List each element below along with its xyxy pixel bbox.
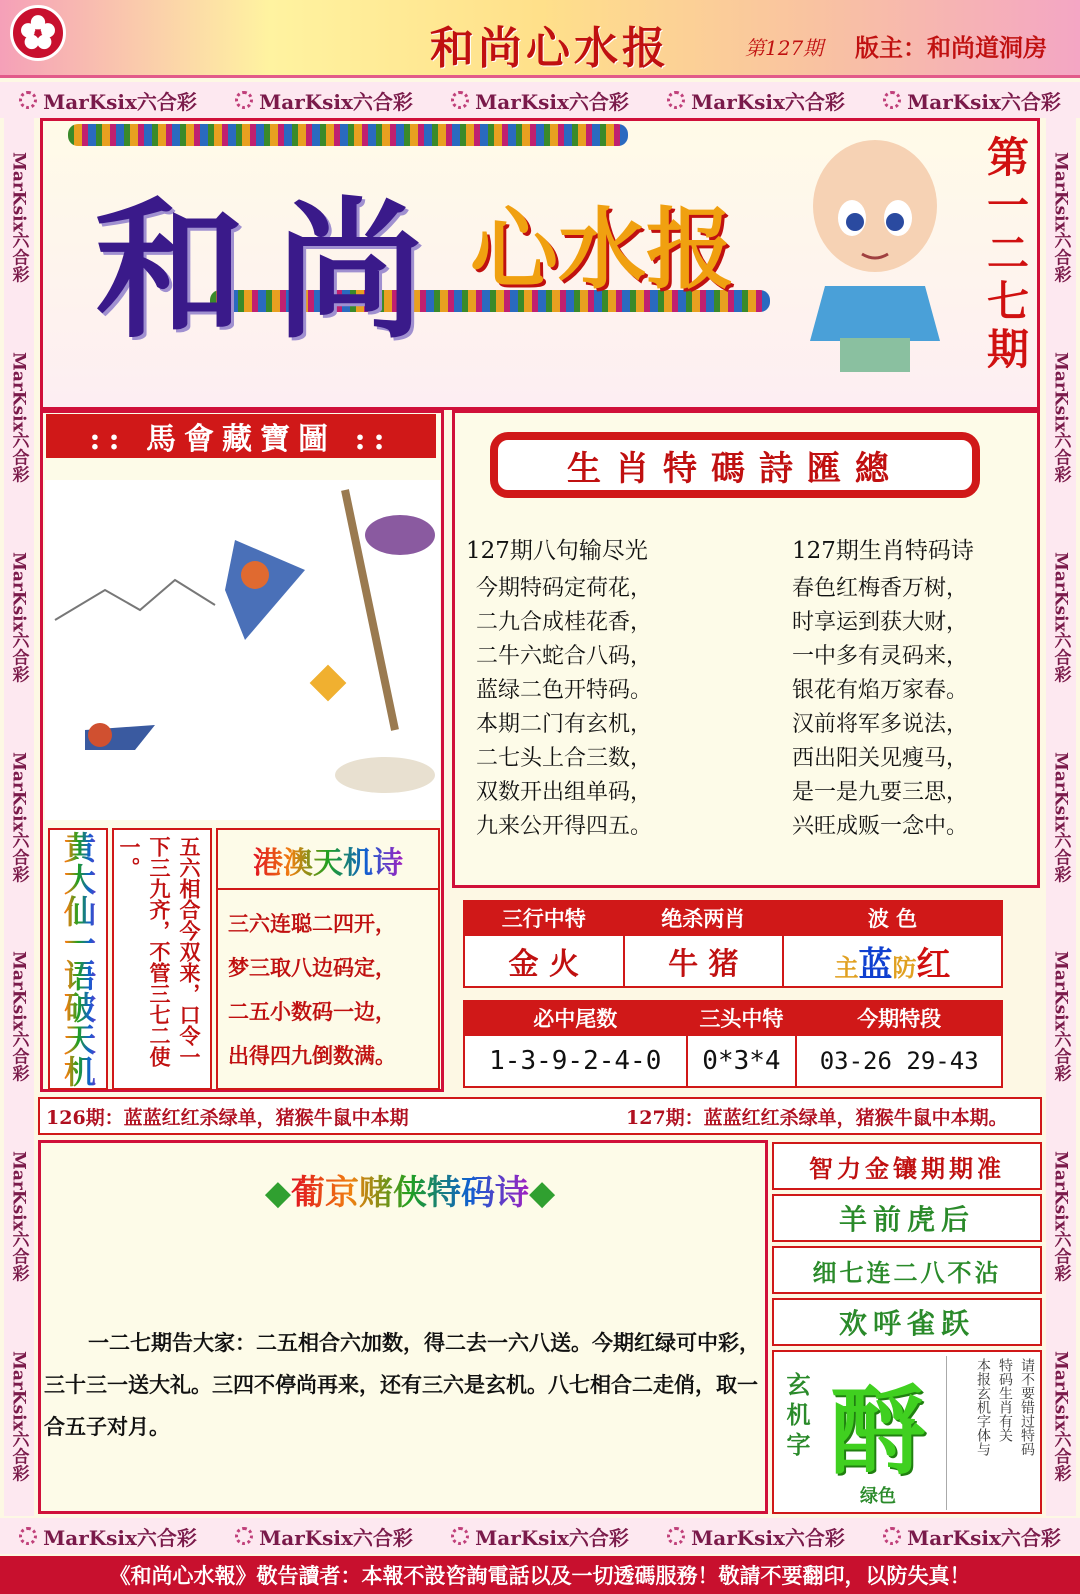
- marksix-band-top: MarKsix六合彩 MarKsix六合彩 MarKsix六合彩 MarKsix六合彩 MarKsix六合彩: [0, 82, 1080, 118]
- flower-icon: [667, 91, 685, 109]
- macau-poem-text: 一二七期告大家：二五相合六加数，得二去一六八送。今期红绿可中彩，三十三一送大礼。三四不停尚再来，还有三六是玄机。八七相合二走俏，取一合五子对月。: [44, 1330, 760, 1439]
- poem-left: [466, 534, 756, 844]
- hk-macau-box: [216, 828, 440, 1090]
- xuanji-color: 绿色: [860, 1486, 896, 1507]
- top-editor: 版主：和尚道洞房: [855, 33, 1047, 62]
- hk-flower-logo-icon: [10, 5, 66, 61]
- prediction-table-1: [463, 900, 1003, 988]
- table2-header: 今期特段: [796, 1001, 1002, 1035]
- flower-icon: [235, 1527, 253, 1545]
- treasure-header: :: 馬會藏寶圖 ::: [46, 414, 436, 458]
- xuanji-label: 玄机字: [782, 1372, 811, 1462]
- poem-right-line: 西出阳关见瘦马，: [792, 746, 969, 771]
- right-line-4: 欢呼雀跃: [772, 1298, 1042, 1346]
- masthead-title-a: 和尚: [95, 185, 456, 359]
- hk-macau-line: 二五小数码一边，: [228, 999, 396, 1024]
- table2-header: 必中尾数: [464, 1001, 687, 1035]
- poem-left-line: 今期特码定荷花，: [476, 576, 653, 601]
- poem-left-line: 蓝绿二色开特码。: [476, 678, 653, 703]
- top-banner: [0, 0, 1080, 78]
- poem-right-line: 银花有焰万家春。: [792, 678, 969, 703]
- xuanji-char: 酹: [830, 1375, 926, 1488]
- footer-notice: 《和尚心水報》敬告讀者：本報不設咨詢電話以及一切透碼服務！敬請不要翻印，以防失真！: [0, 1556, 1080, 1594]
- prediction-table-2: [463, 1000, 1003, 1088]
- poem-right-line: 一中多有灵码来，: [792, 644, 969, 669]
- top-title: 和尚心水报: [430, 23, 670, 74]
- table1-value: 金 火: [464, 935, 624, 987]
- poem-right-line: 兴旺成贩一念中。: [792, 814, 969, 839]
- flower-icon: [19, 91, 37, 109]
- history-prev: 126期：蓝蓝红红杀绿单，猪猴牛鼠中本期: [46, 1106, 409, 1129]
- hk-macau-title: 港澳天机诗: [218, 838, 438, 890]
- table2-header: 三头中特: [687, 1001, 797, 1035]
- table1-value: 牛 猪: [624, 935, 784, 987]
- right-line-2: 羊前虎后: [772, 1194, 1042, 1242]
- poem-right: [792, 534, 1022, 844]
- poem-right-line: 汉前将军多说法，: [792, 712, 969, 737]
- poem-left-line: 九来公开得四五。: [476, 814, 653, 839]
- table1-header: 波 色: [783, 901, 1002, 935]
- marksix-band-left: MarKsix六合彩 MarKsix六合彩 MarKsix六合彩 MarKsix六合彩 MarKsix六合彩 MarKsix六合彩 MarKsix六合彩: [4, 118, 34, 1516]
- huang-title: 黄大仙一语破天机: [48, 828, 108, 1090]
- poem-right-line: 是一是九要三思，: [792, 780, 969, 805]
- flower-icon: [883, 1527, 901, 1545]
- monk-cartoon-icon: [800, 126, 950, 376]
- table1-header: 绝杀两肖: [624, 901, 784, 935]
- poem-right-title: 127期生肖特码诗: [792, 538, 974, 564]
- poem-left-line: 二牛六蛇合八码，: [476, 644, 653, 669]
- hk-macau-lines: [218, 890, 438, 1078]
- poem-left-line: 二七头上合三数，: [476, 746, 653, 771]
- right-line-3: 细七连二八不沾: [772, 1246, 1042, 1294]
- vine-decoration-icon: [68, 124, 628, 146]
- hk-macau-line: 梦三取八边码定，: [228, 955, 396, 980]
- masthead-title-b: 心水报: [470, 198, 735, 301]
- flower-icon: [883, 91, 901, 109]
- marksix-band-bottom: MarKsix六合彩 MarKsix六合彩 MarKsix六合彩 MarKsix六合彩 MarKsix六合彩: [0, 1518, 1080, 1554]
- hk-macau-line: 三六连聪二四开，: [228, 911, 396, 936]
- top-issue: 第127期: [745, 36, 824, 60]
- xuanji-box: [772, 1350, 1042, 1514]
- marksix-band-right: MarKsix六合彩 MarKsix六合彩 MarKsix六合彩 MarKsix六合彩 MarKsix六合彩 MarKsix六合彩 MarKsix六合彩: [1046, 118, 1076, 1516]
- poem-left-line: 二九合成桂花香，: [476, 610, 653, 635]
- history-curr: 127期：蓝蓝红红杀绿单，猪猴牛鼠中本期。: [626, 1106, 1008, 1129]
- poem-right-line: 春色红梅香万树，: [792, 576, 969, 601]
- wave-color-cell: 主蓝防红: [783, 935, 1002, 987]
- table2-value: 0*3*4: [687, 1035, 797, 1087]
- table2-value: 1-3-9-2-4-0: [464, 1035, 687, 1087]
- flower-icon: [667, 1527, 685, 1545]
- flower-icon: [451, 1527, 469, 1545]
- vertical-issue-number: 第一二七期: [981, 135, 1030, 375]
- xuanji-note: 请不要错过特码 特码生肖有关 本报玄机字体与: [946, 1356, 1040, 1510]
- history-row: [38, 1097, 1042, 1135]
- poem-left-line: 双数开出组单码，: [476, 780, 653, 805]
- poem-right-line: 时享运到获大财，: [792, 610, 969, 635]
- poem-header: 生肖特碼詩匯總: [490, 432, 980, 498]
- table2-value: 03-26 29-43: [796, 1035, 1002, 1087]
- flower-icon: [451, 91, 469, 109]
- poem-left-line: 本期二门有玄机，: [476, 712, 653, 737]
- table1-header: 三行中特: [464, 901, 624, 935]
- hk-macau-line: 出得四九倒数满。: [228, 1043, 396, 1068]
- right-line-1: 智力金镶期期准: [772, 1142, 1042, 1190]
- poem-left-title: 127期八句输尽光: [466, 538, 648, 564]
- macau-poem-title: ◆葡京赌侠特码诗◆: [264, 1173, 556, 1213]
- flower-icon: [235, 91, 253, 109]
- flower-icon: [19, 1527, 37, 1545]
- treasure-map-picture: [45, 480, 440, 820]
- huang-text: 五六相合今双来，口令一下三九齐，不管三七二使一。: [112, 828, 212, 1090]
